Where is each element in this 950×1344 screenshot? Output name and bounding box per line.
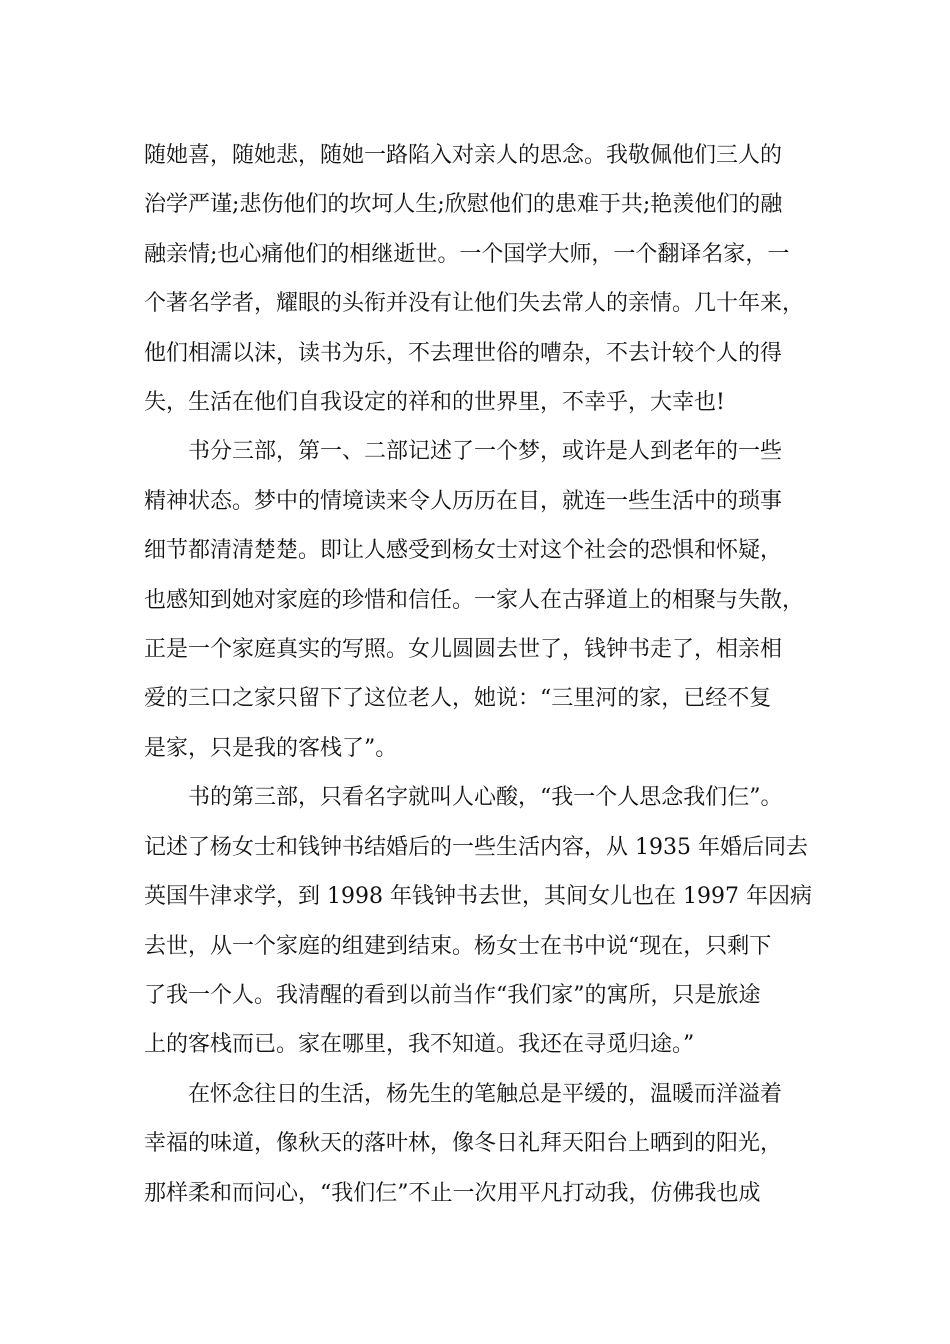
text-line: 随她喜，随她悲，随她一路陷入对亲人的思念。我敬佩他们三人的 — [144, 143, 783, 168]
text-line: 也感知到她对家庭的珍惜和信任。一家人在古驿道上的相聚与失散， — [144, 587, 805, 613]
text-line: 融亲情;也心痛他们的相继逝世。一个国学大师，一个翻译名家，一 — [144, 241, 790, 267]
text-line: 书分三部，第一、二部记述了一个梦，或许是人到老年的一些 — [188, 439, 783, 465]
text-line: 失，生活在他们自我设定的祥和的世界里，不幸乎，大幸也! — [144, 390, 725, 416]
body-text — [144, 131, 814, 1218]
text-line: 那样柔和而问心，“我们仨”不止一次用平凡打动我，仿佛我也成 — [144, 1180, 761, 1206]
text-line: 了我一个人。我清醒的看到以前当作“我们家”的寓所，只是旅途 — [144, 982, 761, 1008]
text-line: 他们相濡以沫，读书为乐，不去理世俗的嘈杂，不去计较个人的得 — [144, 340, 783, 366]
text-line: 个著名学者，耀眼的头衔并没有让他们失去常人的亲情。几十年来， — [144, 291, 805, 317]
paragraph-3 — [144, 773, 814, 1069]
text-line: 细节都清清楚楚。即让人感受到杨女士对这个社会的恐惧和怀疑， — [144, 538, 783, 564]
text-line: 上的客栈而已。家在哪里，我不知道。我还在寻觅归途。” — [144, 1032, 695, 1058]
text-line: 精神状态。梦中的情境读来令人历历在目，就连一些生活中的琐事 — [144, 488, 783, 514]
text-line: 去世，从一个家庭的组建到结束。杨女士在书中说“现在，只剩下 — [144, 933, 772, 959]
text-line: 在怀念往日的生活，杨先生的笔触总是平缓的，温暖而洋溢着 — [188, 1081, 783, 1107]
text-line: 治学严谨;悲伤他们的坎坷人生;欣慰他们的患难于共;艳羡他们的融 — [144, 192, 783, 218]
paragraph-1 — [144, 131, 814, 427]
text-line: 是家，只是我的客栈了”。 — [144, 735, 398, 761]
text-line: 英国牛津求学，到 1998 年钱钟书去世，其间女儿也在 1997 年因病 — [144, 884, 812, 910]
text-line: 记述了杨女士和钱钟书结婚后的一些生活内容，从 1935 年婚后同去 — [144, 834, 808, 860]
paragraph-4 — [144, 1070, 814, 1218]
paragraph-2 — [144, 427, 814, 773]
text-line: 爱的三口之家只留下了这位老人，她说：“三里河的家，已经不复 — [144, 686, 772, 712]
text-line: 正是一个家庭真实的写照。女儿圆圆去世了，钱钟书走了，相亲相 — [144, 637, 783, 663]
text-line: 书的第三部，只看名字就叫人心酸，“我一个人思念我们仨”。 — [188, 785, 783, 811]
text-line: 幸福的味道，像秋天的落叶林，像冬日礼拜天阳台上晒到的阳光， — [144, 1131, 783, 1157]
